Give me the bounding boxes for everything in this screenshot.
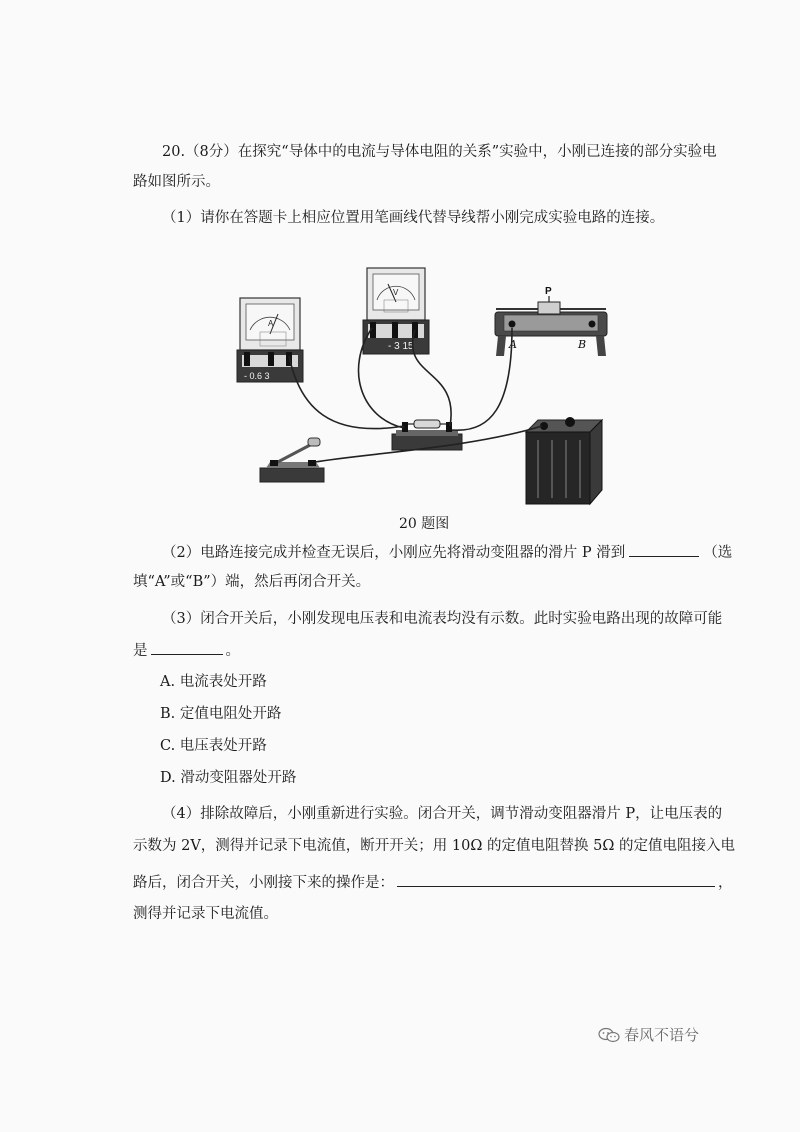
part4-line2: 示数为 2V，测得并记录下电流值，断开开关；用 10Ω 的定值电阻替换 5Ω 的定值电阻接入电 bbox=[133, 838, 735, 854]
knife-switch bbox=[260, 438, 324, 482]
voltmeter-symbol: V bbox=[393, 288, 399, 297]
rheostat-slider-label: P bbox=[545, 286, 552, 297]
part4-line1: （4）排除故障后，小刚重新进行实验。闭合开关，调节滑动变阻器滑片 P，让电压表的 bbox=[162, 806, 723, 822]
part2-line2: 填“A”或“B”）端，然后再闭合开关。 bbox=[133, 574, 371, 590]
part3-line1: （3）闭合开关后，小刚发现电压表和电流表均没有示数。此时实验电路出现的故障可能 bbox=[162, 611, 723, 627]
option-b: B. 定值电阻处开路 bbox=[160, 706, 282, 722]
option-a: A. 电流表处开路 bbox=[160, 674, 267, 690]
voltmeter-terminals: - 3 15 bbox=[388, 341, 414, 352]
part3-text-post: 。 bbox=[225, 643, 240, 659]
wechat-icon bbox=[598, 1027, 620, 1043]
watermark-text: 春风不语兮 bbox=[624, 1026, 700, 1044]
circuit-figure bbox=[220, 258, 620, 510]
part2-text-pre: （2）电路连接完成并检查无误后，小刚应先将滑动变阻器的滑片 P 滑到 bbox=[162, 545, 626, 561]
option-c: C. 电压表处开路 bbox=[160, 738, 267, 754]
battery bbox=[526, 417, 602, 504]
part4-text-post: ， bbox=[718, 875, 733, 891]
ammeter-terminals: - 0.6 3 bbox=[244, 371, 270, 381]
watermark bbox=[598, 1024, 699, 1045]
figure-caption: 20 题图 bbox=[399, 516, 450, 532]
rheostat-end-b: B bbox=[578, 338, 587, 351]
question-stem-line1: 20.（8分）在探究“导体中的电流与导体电阻的关系”实验中，小刚已连接的部分实验电 bbox=[162, 144, 717, 160]
question-stem-line2: 路如图所示。 bbox=[133, 174, 220, 190]
part2-line1 bbox=[162, 540, 732, 563]
part2-text-post: （选 bbox=[703, 545, 733, 561]
part4-answer-blank[interactable] bbox=[397, 870, 715, 887]
ammeter-symbol: A bbox=[268, 319, 274, 328]
part1-instruction: （1）请你在答题卡上相应位置用笔画线代替导线帮小刚完成实验电路的连接。 bbox=[162, 210, 665, 226]
part3-answer-blank[interactable] bbox=[151, 638, 223, 655]
part3-text-pre: 是 bbox=[133, 643, 148, 659]
option-d: D. 滑动变阻器处开路 bbox=[160, 770, 297, 786]
part4-line4: 测得并记录下电流值。 bbox=[133, 906, 278, 922]
part3-line2 bbox=[133, 638, 240, 661]
rheostat-end-a: A bbox=[509, 338, 517, 351]
voltmeter bbox=[363, 268, 429, 354]
part2-answer-blank[interactable] bbox=[629, 540, 699, 557]
part4-line3 bbox=[133, 870, 733, 893]
part4-text-pre: 路后，闭合开关，小刚接下来的操作是： bbox=[133, 875, 394, 891]
